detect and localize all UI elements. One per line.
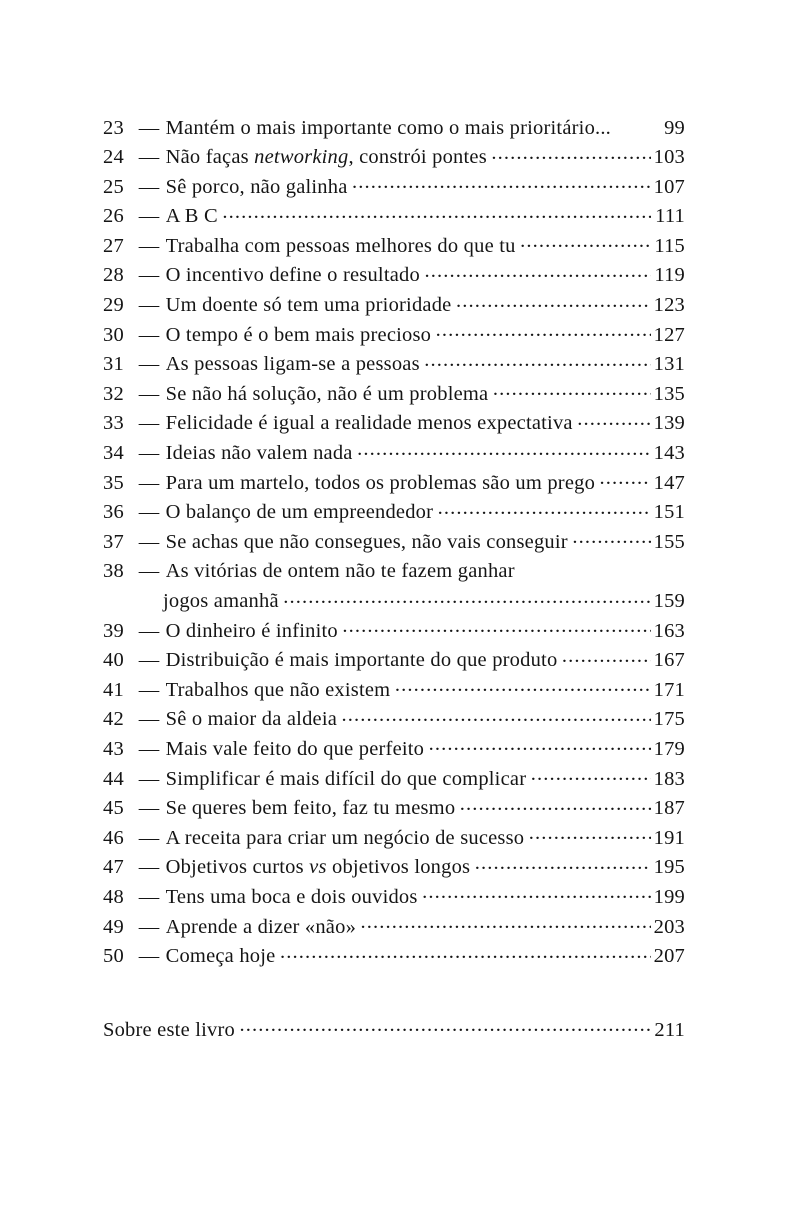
- toc-entry-number: 46: [103, 826, 124, 849]
- toc-entry-separator: —: [138, 945, 160, 968]
- toc-entry[interactable]: [103, 350, 685, 380]
- toc-entry-title: [166, 853, 471, 882]
- toc-title-segment: Não faças: [165, 146, 255, 169]
- toc-entry-number: 27: [103, 234, 124, 257]
- toc-dot-leader: [600, 468, 651, 489]
- toc-entry-title: Um doente só tem uma prioridade: [165, 294, 452, 317]
- toc-entry-number: 29: [103, 294, 124, 317]
- toc-entry-number: 42: [103, 708, 124, 731]
- toc-entry[interactable]: [103, 646, 685, 676]
- toc-entry-number: 32: [103, 382, 124, 405]
- toc-entry-number: 31: [103, 353, 124, 376]
- toc-entry-title: Se não há solução, não é um problema: [165, 382, 489, 405]
- toc-dot-leader: [577, 409, 650, 430]
- toc-entry-page-number: 203: [653, 915, 685, 938]
- toc-entry-title: A B C: [165, 205, 218, 228]
- toc-entry-separator: —: [138, 708, 160, 731]
- toc-entry-title: Começa hoje: [165, 945, 276, 968]
- toc-title-italic-segment: vs: [309, 856, 327, 879]
- toc-entry-title: O tempo é o bem mais precioso: [165, 323, 432, 346]
- toc-entry[interactable]: [103, 143, 685, 173]
- toc-entry-number: 41: [103, 678, 124, 701]
- toc-entry-number: 38: [103, 560, 124, 583]
- toc-dot-leader: [422, 882, 651, 903]
- toc-dot-leader: [436, 320, 651, 341]
- toc-dot-leader: [438, 498, 651, 519]
- toc-entry-number: 37: [103, 530, 124, 553]
- toc-entry[interactable]: [103, 231, 685, 261]
- toc-title-segment: , constrói pontes: [348, 146, 487, 169]
- toc-entry-separator: —: [138, 442, 160, 465]
- toc-entry-title: As vitórias de ontem não te fazem ganhar: [165, 560, 515, 583]
- toc-entry[interactable]: [103, 942, 685, 972]
- toc-entry-title: Simplificar é mais difícil do que complicar: [165, 767, 527, 790]
- toc-entry[interactable]: [103, 468, 685, 498]
- toc-entry-number: 48: [103, 885, 124, 908]
- toc-entry-title: Trabalhos que não existem: [165, 678, 391, 701]
- toc-entry[interactable]: [103, 172, 685, 202]
- toc-entry-separator: —: [138, 353, 160, 376]
- toc-entry[interactable]: [103, 794, 685, 824]
- toc-entry-page-number: 127: [653, 323, 685, 346]
- toc-dot-leader: [456, 291, 651, 312]
- toc-dot-leader: [531, 764, 651, 785]
- toc-dot-leader: [429, 734, 651, 755]
- toc-entry-separator: —: [138, 234, 160, 257]
- toc-entry-separator: —: [138, 175, 160, 198]
- toc-entry-title: Sê o maior da aldeia: [165, 708, 338, 731]
- toc-entry[interactable]: [103, 616, 685, 646]
- toc-entry-page-number: 183: [653, 767, 685, 790]
- toc-entry[interactable]: [103, 409, 685, 439]
- toc-dot-leader: [424, 350, 650, 371]
- toc-entry-title: Mantém o mais importante como o mais prioritário...: [165, 116, 612, 139]
- toc-entry-title: O dinheiro é infinito: [165, 619, 338, 642]
- toc-entry-title: O incentivo define o resultado: [165, 264, 420, 287]
- toc-entry-number: 39: [103, 619, 124, 642]
- toc-entry-separator: —: [138, 560, 160, 583]
- toc-entry[interactable]: [103, 882, 685, 912]
- toc-entry-separator: —: [138, 294, 160, 317]
- toc-entry-page-number: 139: [653, 412, 685, 435]
- toc-entry-title: Se achas que não consegues, não vais conseguir: [165, 530, 568, 553]
- toc-entry-separator: —: [138, 678, 160, 701]
- toc-entry-page-number: 159: [653, 590, 685, 612]
- toc-dot-leader: [239, 1015, 650, 1036]
- toc-entry-separator: —: [138, 412, 160, 435]
- toc-entry-page-number: 191: [653, 826, 685, 849]
- toc-entry-separator: —: [138, 797, 160, 820]
- toc-entry-title-wrap: jogos amanhã: [163, 590, 279, 612]
- toc-entry-title: Tens uma boca e dois ouvidos: [165, 885, 418, 908]
- toc-entry-page-number: 111: [655, 205, 685, 228]
- toc-entry-page-number: 167: [653, 649, 685, 672]
- toc-dot-leader: [222, 202, 650, 223]
- toc-dot-leader: [572, 527, 650, 548]
- toc-entry-number: 26: [103, 205, 124, 228]
- toc-entry-number: 50: [103, 945, 124, 968]
- toc-entry-page-number: 147: [653, 471, 685, 494]
- toc-entry-title: [166, 143, 487, 172]
- toc-entry-title: Aprende a dizer «não»: [165, 915, 357, 938]
- toc-entry-separator: —: [138, 885, 160, 908]
- toc-entry-number: 33: [103, 412, 124, 435]
- toc-title-segment: objetivos longos: [326, 856, 471, 879]
- table-of-contents-tail: [103, 1015, 685, 1045]
- toc-entry-separator: —: [138, 146, 160, 169]
- toc-entry[interactable]: [103, 498, 685, 528]
- toc-entry-separator: —: [138, 471, 160, 494]
- toc-entry-page-number: 135: [653, 382, 685, 405]
- toc-entry-title: Distribuição é mais importante do que produto: [165, 649, 558, 672]
- toc-entry-separator: —: [138, 116, 160, 139]
- toc-entry-separator: —: [138, 530, 160, 553]
- toc-entry-page-number: 143: [653, 442, 685, 465]
- toc-entry[interactable]: [103, 734, 685, 764]
- toc-entry-title: A receita para criar um negócio de sucesso: [165, 826, 525, 849]
- toc-entry-separator: —: [138, 826, 160, 849]
- toc-dot-leader: [460, 794, 651, 815]
- toc-entry[interactable]: [103, 379, 685, 409]
- table-of-contents: [103, 113, 685, 971]
- toc-dot-leader: [616, 113, 651, 134]
- toc-dot-leader: [342, 616, 650, 637]
- toc-entry-number: 34: [103, 442, 124, 465]
- toc-entry-page-number: 195: [653, 856, 685, 879]
- toc-entry-continuation[interactable]: [103, 587, 685, 617]
- toc-entry-page-number: 199: [653, 885, 685, 908]
- toc-dot-leader: [475, 853, 651, 874]
- toc-entry[interactable]: [103, 675, 685, 705]
- toc-entry-number: 28: [103, 264, 124, 287]
- toc-dot-leader: [491, 143, 650, 164]
- toc-dot-leader: [357, 439, 650, 460]
- toc-entry-separator: —: [138, 856, 160, 879]
- toc-entry-page-number: 115: [654, 234, 685, 257]
- toc-entry-separator: —: [138, 915, 160, 938]
- toc-entry[interactable]: [103, 113, 685, 143]
- toc-tail-entry-page-number: 211: [654, 1018, 685, 1041]
- toc-entry-page-number: 131: [653, 353, 685, 376]
- toc-entry-title: Ideias não valem nada: [165, 442, 353, 465]
- toc-dot-leader: [562, 646, 651, 667]
- toc-entry[interactable]: [103, 705, 685, 735]
- toc-entry-number: 44: [103, 767, 124, 790]
- toc-entry-title: Felicidade é igual a realidade menos expectativa: [165, 412, 573, 435]
- toc-dot-leader: [361, 912, 651, 933]
- toc-dot-leader: [493, 379, 651, 400]
- toc-entry-separator: —: [138, 737, 160, 760]
- toc-entry-separator: —: [138, 501, 160, 524]
- toc-entry-number: 23: [103, 116, 124, 139]
- toc-dot-leader: [283, 587, 650, 608]
- toc-entry-number: 35: [103, 471, 124, 494]
- toc-entry[interactable]: [103, 853, 685, 883]
- toc-tail-entry-title: Sobre este livro: [103, 1018, 235, 1041]
- toc-entry-page-number: 179: [653, 737, 685, 760]
- toc-entry-page-number: 187: [653, 797, 685, 820]
- toc-entry-page-number: 171: [653, 678, 685, 701]
- toc-entry-separator: —: [138, 323, 160, 346]
- toc-dot-leader: [280, 942, 651, 963]
- toc-entry-number: 24: [103, 146, 124, 169]
- toc-entry[interactable]: [103, 764, 685, 794]
- toc-entry[interactable]: [103, 439, 685, 469]
- toc-entry-number: 45: [103, 797, 124, 820]
- toc-entry-title: Para um martelo, todos os problemas são um prego: [165, 471, 596, 494]
- toc-entry-separator: —: [138, 264, 160, 287]
- toc-entry[interactable]: [103, 557, 685, 587]
- toc-title-italic-segment: networking: [254, 146, 349, 169]
- toc-entry-number: 49: [103, 915, 124, 938]
- toc-dot-leader: [342, 705, 651, 726]
- toc-entry[interactable]: [103, 320, 685, 350]
- toc-entry-page-number: 103: [653, 146, 685, 169]
- toc-entry-page-number: 107: [653, 175, 685, 198]
- toc-entry[interactable]: [103, 527, 685, 557]
- toc-entry[interactable]: [103, 202, 685, 232]
- toc-dot-leader: [352, 172, 651, 193]
- toc-entry[interactable]: [103, 823, 685, 853]
- toc-entry-number: 43: [103, 737, 124, 760]
- toc-entry-title: Sê porco, não galinha: [165, 175, 348, 198]
- toc-entry-title: O balanço de um empreendedor: [165, 501, 434, 524]
- toc-entry-page-number: 99: [664, 116, 685, 139]
- toc-entry-separator: —: [138, 767, 160, 790]
- toc-dot-leader: [519, 557, 685, 578]
- toc-dot-leader: [529, 823, 651, 844]
- toc-entry-number: 47: [103, 856, 124, 879]
- toc-entry-page-number: 151: [653, 501, 685, 524]
- toc-entry-separator: —: [138, 382, 160, 405]
- toc-entry-number: 25: [103, 175, 124, 198]
- toc-entry-separator: —: [138, 619, 160, 642]
- toc-entry-title: As pessoas ligam-se a pessoas: [165, 353, 420, 376]
- toc-entry-separator: —: [138, 649, 160, 672]
- toc-entry-page-number: 163: [653, 619, 685, 642]
- toc-dot-leader: [520, 231, 651, 252]
- toc-entry-page-number: 175: [653, 708, 685, 731]
- toc-entry-number: 36: [103, 501, 124, 524]
- toc-entry-page-number: 123: [653, 294, 685, 317]
- toc-title-segment: Objetivos curtos: [165, 856, 310, 879]
- toc-tail-entry[interactable]: [103, 1015, 685, 1045]
- toc-entry-separator: —: [138, 205, 160, 228]
- toc-entry-page-number: 119: [654, 264, 685, 287]
- toc-entry-number: 40: [103, 649, 124, 672]
- toc-entry-number: 30: [103, 323, 124, 346]
- toc-dot-leader: [395, 675, 651, 696]
- toc-entry-title: Se queres bem feito, faz tu mesmo: [165, 797, 456, 820]
- toc-entry-page-number: 155: [653, 530, 685, 553]
- toc-entry-title: Mais vale feito do que perfeito: [165, 737, 425, 760]
- toc-entry-page-number: 207: [653, 945, 685, 968]
- toc-entry[interactable]: [103, 912, 685, 942]
- toc-entry-title: Trabalha com pessoas melhores do que tu: [165, 234, 516, 257]
- toc-entry[interactable]: [103, 291, 685, 321]
- toc-entry[interactable]: [103, 261, 685, 291]
- toc-dot-leader: [424, 261, 650, 282]
